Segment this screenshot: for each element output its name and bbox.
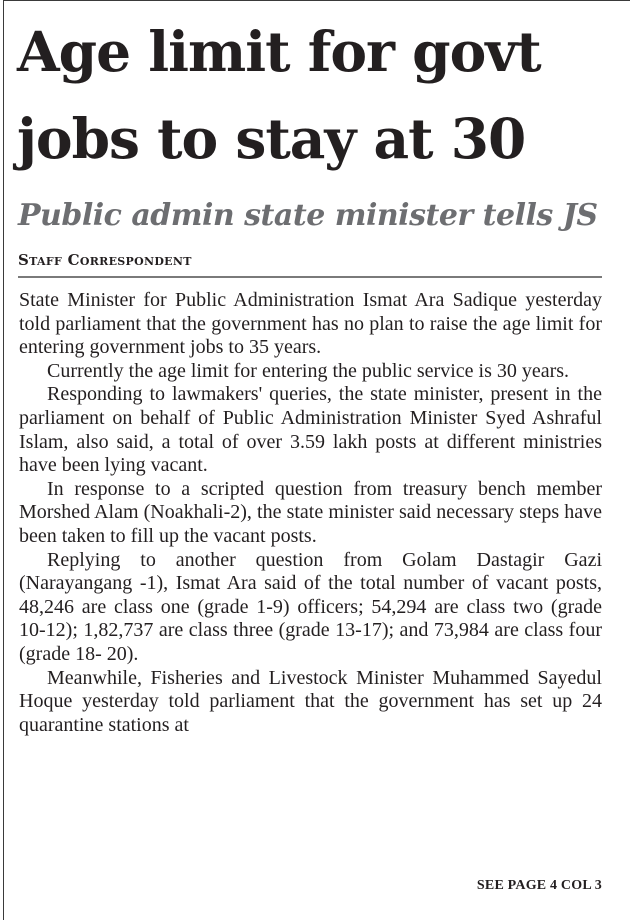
- paragraph: In response to a scripted question from treasury bench member Morshed Alam (Noakhali-2), the state minister said necessary steps have been taken to fill up the vacant posts.: [19, 477, 602, 547]
- article-body: [19, 289, 602, 737]
- byline-divider: [18, 276, 602, 278]
- top-border-rule: [3, 0, 630, 1]
- paragraph: Meanwhile, Fisheries and Livestock Minister Muhammed Sayedul Hoque yesterday told parliament that the government has set up 24 quarantine stations at: [19, 666, 602, 736]
- byline: Staff Correspondent: [18, 251, 192, 269]
- paragraph: Replying to another question from Golam Dastagir Gazi (Narayangang -1), Ismat Ara said of the total number of vacant posts, 48,246 are class one (grade 1-9) officers; 54,294 are class two (grade 10-12); 1,82,737 are class three (grade 13-17); and 73,984 are class four (grade 18- 20).: [19, 548, 602, 665]
- continuation-note: SEE PAGE 4 COL 3: [476, 878, 602, 893]
- paragraph: Responding to lawmakers' queries, the state minister, present in the parliament on behalf of Public Administration Minister Syed Ashraful Islam, also said, a total of over 3.59 lakh posts at different ministries have been lying vacant.: [19, 383, 602, 477]
- subheadline: Public admin state minister tells JS: [18, 198, 598, 233]
- left-border-rule: [3, 0, 4, 920]
- paragraph: Currently the age limit for entering the public service is 30 years.: [47, 359, 570, 382]
- headline: Age limit for govt jobs to stay at 30: [17, 19, 541, 171]
- paragraph: State Minister for Public Administration Ismat Ara Sadique yesterday told parliament that the government has no plan to raise the age limit for entering government jobs to 35 years.: [19, 289, 602, 359]
